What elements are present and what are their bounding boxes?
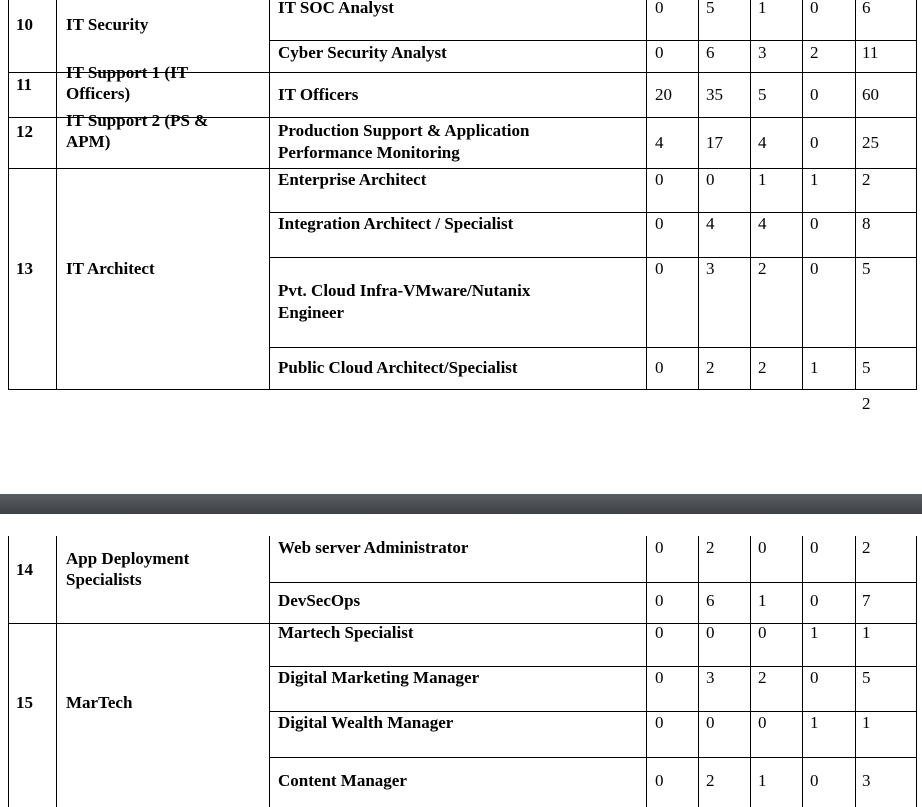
role-value: 8 [862,214,871,233]
role-value: 0 [810,538,819,557]
column-rule [802,0,803,390]
role-value: 0 [655,771,664,790]
row-number: 13 [16,259,33,278]
role-name: DevSecOps [278,591,361,610]
role-name: Martech Specialist [278,623,414,642]
role-rule [269,582,916,583]
row-number: 12 [16,122,33,141]
role-value: 6 [862,0,871,17]
column-rule [802,536,803,807]
role-value: 4 [758,214,767,233]
area-name: APM) [66,132,111,151]
role-name: Pvt. Cloud Infra-VMware/Nutanix [278,281,531,300]
role-value: 0 [655,591,664,610]
column-rule [750,536,751,807]
role-value: 2 [810,43,819,62]
area-name: App Deployment [66,549,190,568]
role-value: 2 [758,668,767,687]
role-value: 11 [862,43,879,62]
role-value: 2 [862,538,871,557]
role-value: 2 [706,771,715,790]
role-value: 0 [706,623,715,642]
role-value: 3 [706,259,715,278]
area-name: Officers) [66,84,131,103]
role-value: 0 [810,668,819,687]
role-value: 1 [758,0,767,17]
role-name: Digital Marketing Manager [278,668,480,687]
role-value: 0 [655,623,664,642]
role-value: 0 [655,358,664,377]
role-value: 0 [810,0,819,17]
role-value: 5 [758,85,767,104]
role-value: 1 [810,170,819,189]
role-value: 2 [706,538,715,557]
role-value: 1 [810,623,819,642]
column-rule [8,536,9,807]
column-rule [56,0,57,390]
role-name: Digital Wealth Manager [278,713,454,732]
role-value: 0 [810,259,819,278]
role-value: 2 [706,358,715,377]
column-rule [646,536,647,807]
role-value: 0 [810,591,819,610]
role-value: 5 [706,0,715,17]
role-value: 7 [862,591,871,610]
area-name: IT Support 2 (PS & [66,111,209,130]
row-number: 15 [16,693,33,712]
role-rule [269,257,916,258]
role-value: 0 [758,713,767,732]
role-name: Production Support & Application [278,121,530,140]
role-value: 5 [862,668,871,687]
role-value: 6 [706,43,715,62]
role-value: 1 [758,591,767,610]
role-value: 0 [655,214,664,233]
area-name: Specialists [66,570,142,589]
role-value: 2 [862,170,871,189]
column-rule [750,0,751,390]
area-name: IT Security [66,15,149,34]
role-value: 17 [706,133,723,152]
column-rule [855,0,856,390]
role-value: 0 [655,668,664,687]
role-rule [269,40,916,41]
role-value: 0 [810,214,819,233]
role-value: 1 [810,358,819,377]
column-rule [698,536,699,807]
role-value: 0 [810,133,819,152]
role-value: 0 [758,538,767,557]
role-value: 0 [706,713,715,732]
page-separator [0,494,922,514]
role-rule [269,711,916,712]
role-name: Content Manager [278,771,407,790]
role-value: 0 [655,43,664,62]
role-value: 6 [706,591,715,610]
role-value: 4 [758,133,767,152]
role-value: 0 [706,170,715,189]
role-value: 0 [655,0,664,17]
role-value: 0 [810,771,819,790]
role-value: 0 [655,170,664,189]
role-value: 0 [655,259,664,278]
role-value: 0 [655,538,664,557]
role-value: 25 [862,133,879,152]
role-rule [269,347,916,348]
role-value: 3 [758,43,767,62]
role-rule [269,757,916,758]
column-rule [855,536,856,807]
role-value: 1 [758,170,767,189]
row-rule [8,623,916,624]
role-value: 2 [758,259,767,278]
role-name: Enterprise Architect [278,170,427,189]
role-value: 3 [862,771,871,790]
column-rule [916,536,917,807]
role-name: Public Cloud Architect/Specialist [278,358,518,377]
role-value: 2 [758,358,767,377]
column-rule [698,0,699,390]
role-value: 1 [862,713,871,732]
column-rule [8,0,9,390]
role-rule [269,212,916,213]
role-name: Performance Monitoring [278,143,460,162]
role-value: 1 [810,713,819,732]
page-number: 2 [862,394,871,413]
role-name: Engineer [278,303,345,322]
role-value: 0 [758,623,767,642]
role-name: IT Officers [278,85,359,104]
role-value: 1 [862,623,871,642]
role-value: 0 [655,713,664,732]
row-number: 14 [16,560,33,579]
role-value: 5 [862,358,871,377]
role-name: Cyber Security Analyst [278,43,447,62]
column-rule [56,536,57,807]
role-value: 4 [706,214,715,233]
role-value: 1 [758,771,767,790]
role-value: 60 [862,85,879,104]
row-rule [8,168,916,169]
row-number: 11 [16,75,33,94]
role-value: 0 [810,85,819,104]
area-name: IT Support 1 (IT [66,63,189,82]
row-number: 10 [16,15,33,34]
column-rule [269,0,270,390]
column-rule [269,536,270,807]
role-name: IT SOC Analyst [278,0,394,17]
area-name: MarTech [66,693,133,712]
area-name: IT Architect [66,259,155,278]
role-name: Web server Administrator [278,538,469,557]
role-value: 3 [706,668,715,687]
role-name: Integration Architect / Specialist [278,214,514,233]
role-value: 35 [706,85,723,104]
column-rule [916,0,917,390]
role-value: 4 [655,133,664,152]
column-rule [646,0,647,390]
role-value: 5 [862,259,871,278]
role-value: 20 [655,85,672,104]
role-rule [269,666,916,667]
row-rule [8,389,916,390]
